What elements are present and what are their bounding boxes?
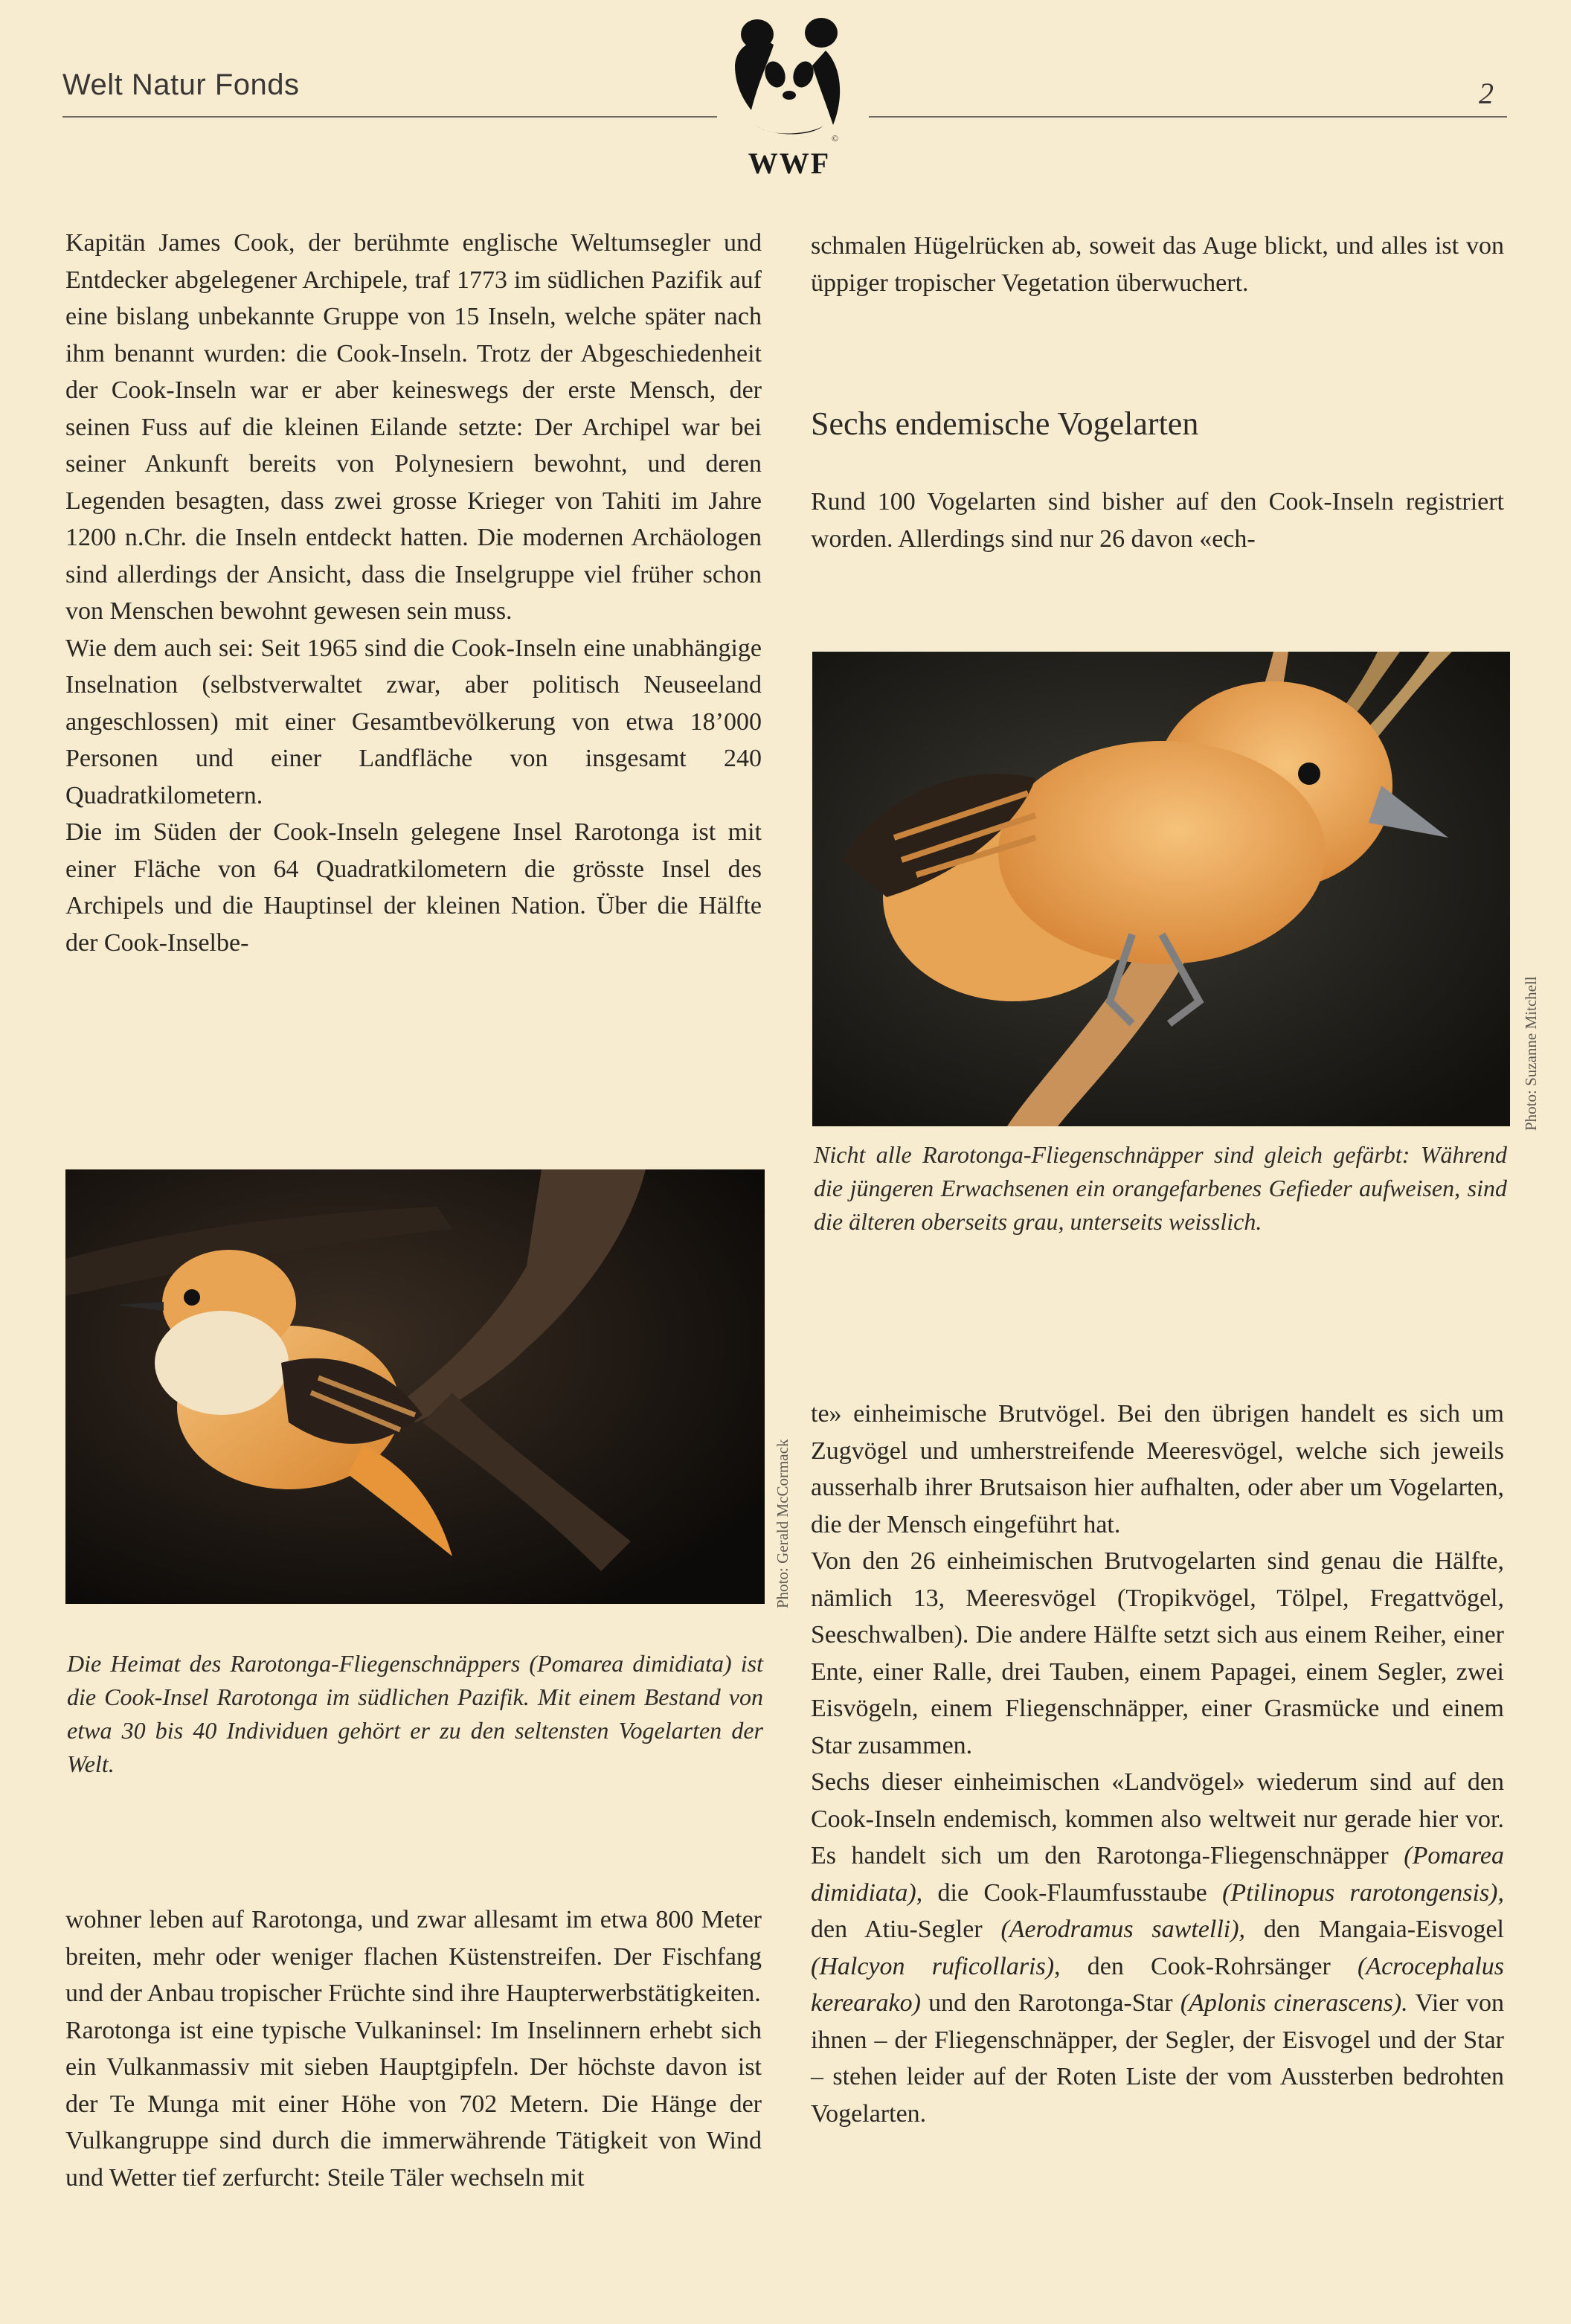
species-halcyon: (Halcyon ruficollaris),	[811, 1952, 1061, 1980]
right-column-top	[811, 228, 1504, 301]
left-column-bottom	[65, 1901, 762, 2196]
paragraph-seabirds: Von den 26 einheimischen Brutvogelarten sind genau die Hälfte, nämlich 13, Meeresvögel (Tropikvögel, Tölpel, Fregattvögel, Seeschwalben). Die andere Hälfte setzt sich aus einem Reiher, einer Ente, einer Ralle, drei Tauben, einem Papagei, einem Segler, zwei Eisvögeln, einem Fliegenschnäpper, einer Grasmücke und einem Star zusammen.	[811, 1547, 1504, 1759]
photo-credit-mitchell: Photo: Suzanne Mitchell	[1522, 976, 1540, 1131]
caption-left-photo: Die Heimat des Rarotonga-Fliegenschnäppers (Pomarea dimidiata) ist die Cook-Insel Rarotonga im südlichen Pazifik. Mit einem Bestand von etwa 30 bis 40 Individuen gehört er zu den seltensten Vogelarten der Welt.	[67, 1650, 763, 1777]
panda-icon	[729, 13, 849, 144]
paragraph-population: wohner leben auf Rarotonga, und zwar allesamt im etwa 800 Meter breiten, mehr oder weniger flachen Küstenstreifen. Der Fischfang und der Anbau tropischer Früchte sind ihre Haupterwerbstätigkeiten.	[65, 1906, 762, 2007]
photo-flycatcher-perched	[65, 1169, 765, 1604]
page-number: 2	[1479, 77, 1494, 110]
header-rule-right	[869, 116, 1507, 118]
paragraph-endemic-species: Sechs dieser einheimischen «Landvögel» wiederum sind auf den Cook-Inseln endemisch, kommen also weltweit nur gerade hier vor. Es handelt sich um den Rarotonga-Fliegenschnäpper (Pomarea dimidiata), die Cook-Flaumfusstaube (Ptilinopus rarotongensis), den Atiu-Segler (Aerodramus sawtelli), den Mangaia-Eisvogel (Halcyon ruficollaris), den Cook-Rohrsänger (Acrocephalus kerearako) und den Rarotonga-Star (Aplonis cinerascens). Vier von ihnen – der Fliegenschnäpper, der Segler, der Eisvogel und der Star – stehen leider auf der Roten Liste der vom Aussterben bedrohten Vogelarten.	[811, 1768, 1505, 2128]
paragraph-volcano: Rarotonga ist eine typische Vulkaninsel: Im Inselinnern erhebt sich ein Vulkanmassiv mit sieben Hauptgipfeln. Der höchste davon ist der Te Munga mit einer Höhe von 702 Metern. Die Hänge der Vulkangruppe sind durch die immerwährende Tätigkeit von Wind und Wetter tief zerfurcht: Steile Täler wechseln mit	[65, 2016, 762, 2192]
species-ptilinopus: (Ptilinopus rarotongensis),	[1222, 1878, 1505, 1907]
paragraph-bird-count: Rund 100 Vogelarten sind bisher auf den Cook-Inseln registriert worden. Allerdings sind nur 26 davon «ech-	[811, 488, 1504, 553]
paragraph-history: Kapitän James Cook, der berühmte englische Weltumsegler und Entdecker abgelegener Archipele, traf 1773 im südlichen Pazifik auf eine bislang unbekannte Gruppe von 15 Inseln, welche später nach ihm benannt wurden: die Cook-Inseln. Trotz der Abgeschiedenheit der Cook-Inseln war er aber keineswegs der erste Mensch, der seinen Fuss auf die kleinen Eilande setzte: Der Archipel war bei seiner Ankunft bereits von Polynesiern bewohnt, und deren Legenden besagten, dass zwei grosse Krieger von Tahiti im Jahre 1200 n.Chr. die Inseln entdeckt hatten. Die modernen Archäologen sind allerdings der Ansicht, dass die Inselgruppe viel früher schon von Menschen bewohnt gewesen sein muss.	[65, 229, 762, 625]
right-column-bottom	[811, 1396, 1504, 2132]
paragraph-rarotonga: Die im Süden der Cook-Inseln gelegene Insel Rarotonga ist mit einer Fläche von 64 Quadratkilometern die grösste Insel des Archipels und die Hauptinsel der kleinen Nation. Über die Hälfte der Cook-Inselbe-	[65, 818, 762, 957]
photo-orange-flycatcher-branch	[812, 652, 1510, 1126]
copyright-mark: ©	[832, 133, 839, 144]
org-name: Welt Natur Fonds	[62, 68, 300, 101]
caption-right-photo: Nicht alle Rarotonga-Fliegenschnäpper sind gleich gefärbt: Während die jüngeren Erwachsenen ein orangefarbenes Gefieder aufweisen, sind die älteren oberseits grau, unterseits weisslich.	[814, 1141, 1507, 1235]
species-aplonis: (Aplonis cinerascens).	[1180, 1989, 1408, 2017]
species-aerodramus: (Aerodramus sawtelli),	[1000, 1916, 1246, 1943]
photo-credit-mccormack: Photo: Gerald McCormack	[774, 1439, 791, 1608]
paragraph-independence: Wie dem auch sei: Seit 1965 sind die Cook-Inseln eine unabhängige Inselnation (selbstverwaltet zwar, aber politisch Neuseeland angeschlossen) mit einer Gesamtbevölkerung von etwa 18’000 Personen und einer Landfläche von insgesamt 240 Quadratkilometern.	[65, 634, 762, 809]
species-acrocephalus: (Acrocephalus kerearako)	[811, 1952, 1504, 2017]
paragraph-breeding-birds: te» einheimische Brutvögel. Bei den übrigen handelt es sich um Zugvögel und umherstreifende Meeresvögel, welche sich jeweils ausserhalb ihrer Brutsaison hier aufhalten, oder aber um Vogelarten, die der Mensch eingeführt hat.	[811, 1400, 1504, 1538]
section-heading: Sechs endemische Vogelarten	[811, 405, 1199, 442]
paragraph-hills: schmalen Hügelrücken ab, soweit das Auge blickt, und alles ist von üppiger tropischer Vegetation überwuchert.	[811, 232, 1504, 297]
header-rule-left	[62, 116, 717, 118]
species-pomarea: (Pomarea dimidiata),	[811, 1842, 1504, 1907]
left-column-top	[65, 225, 762, 961]
wwf-logo-text: WWF	[748, 147, 831, 180]
right-column-intro	[811, 484, 1504, 557]
